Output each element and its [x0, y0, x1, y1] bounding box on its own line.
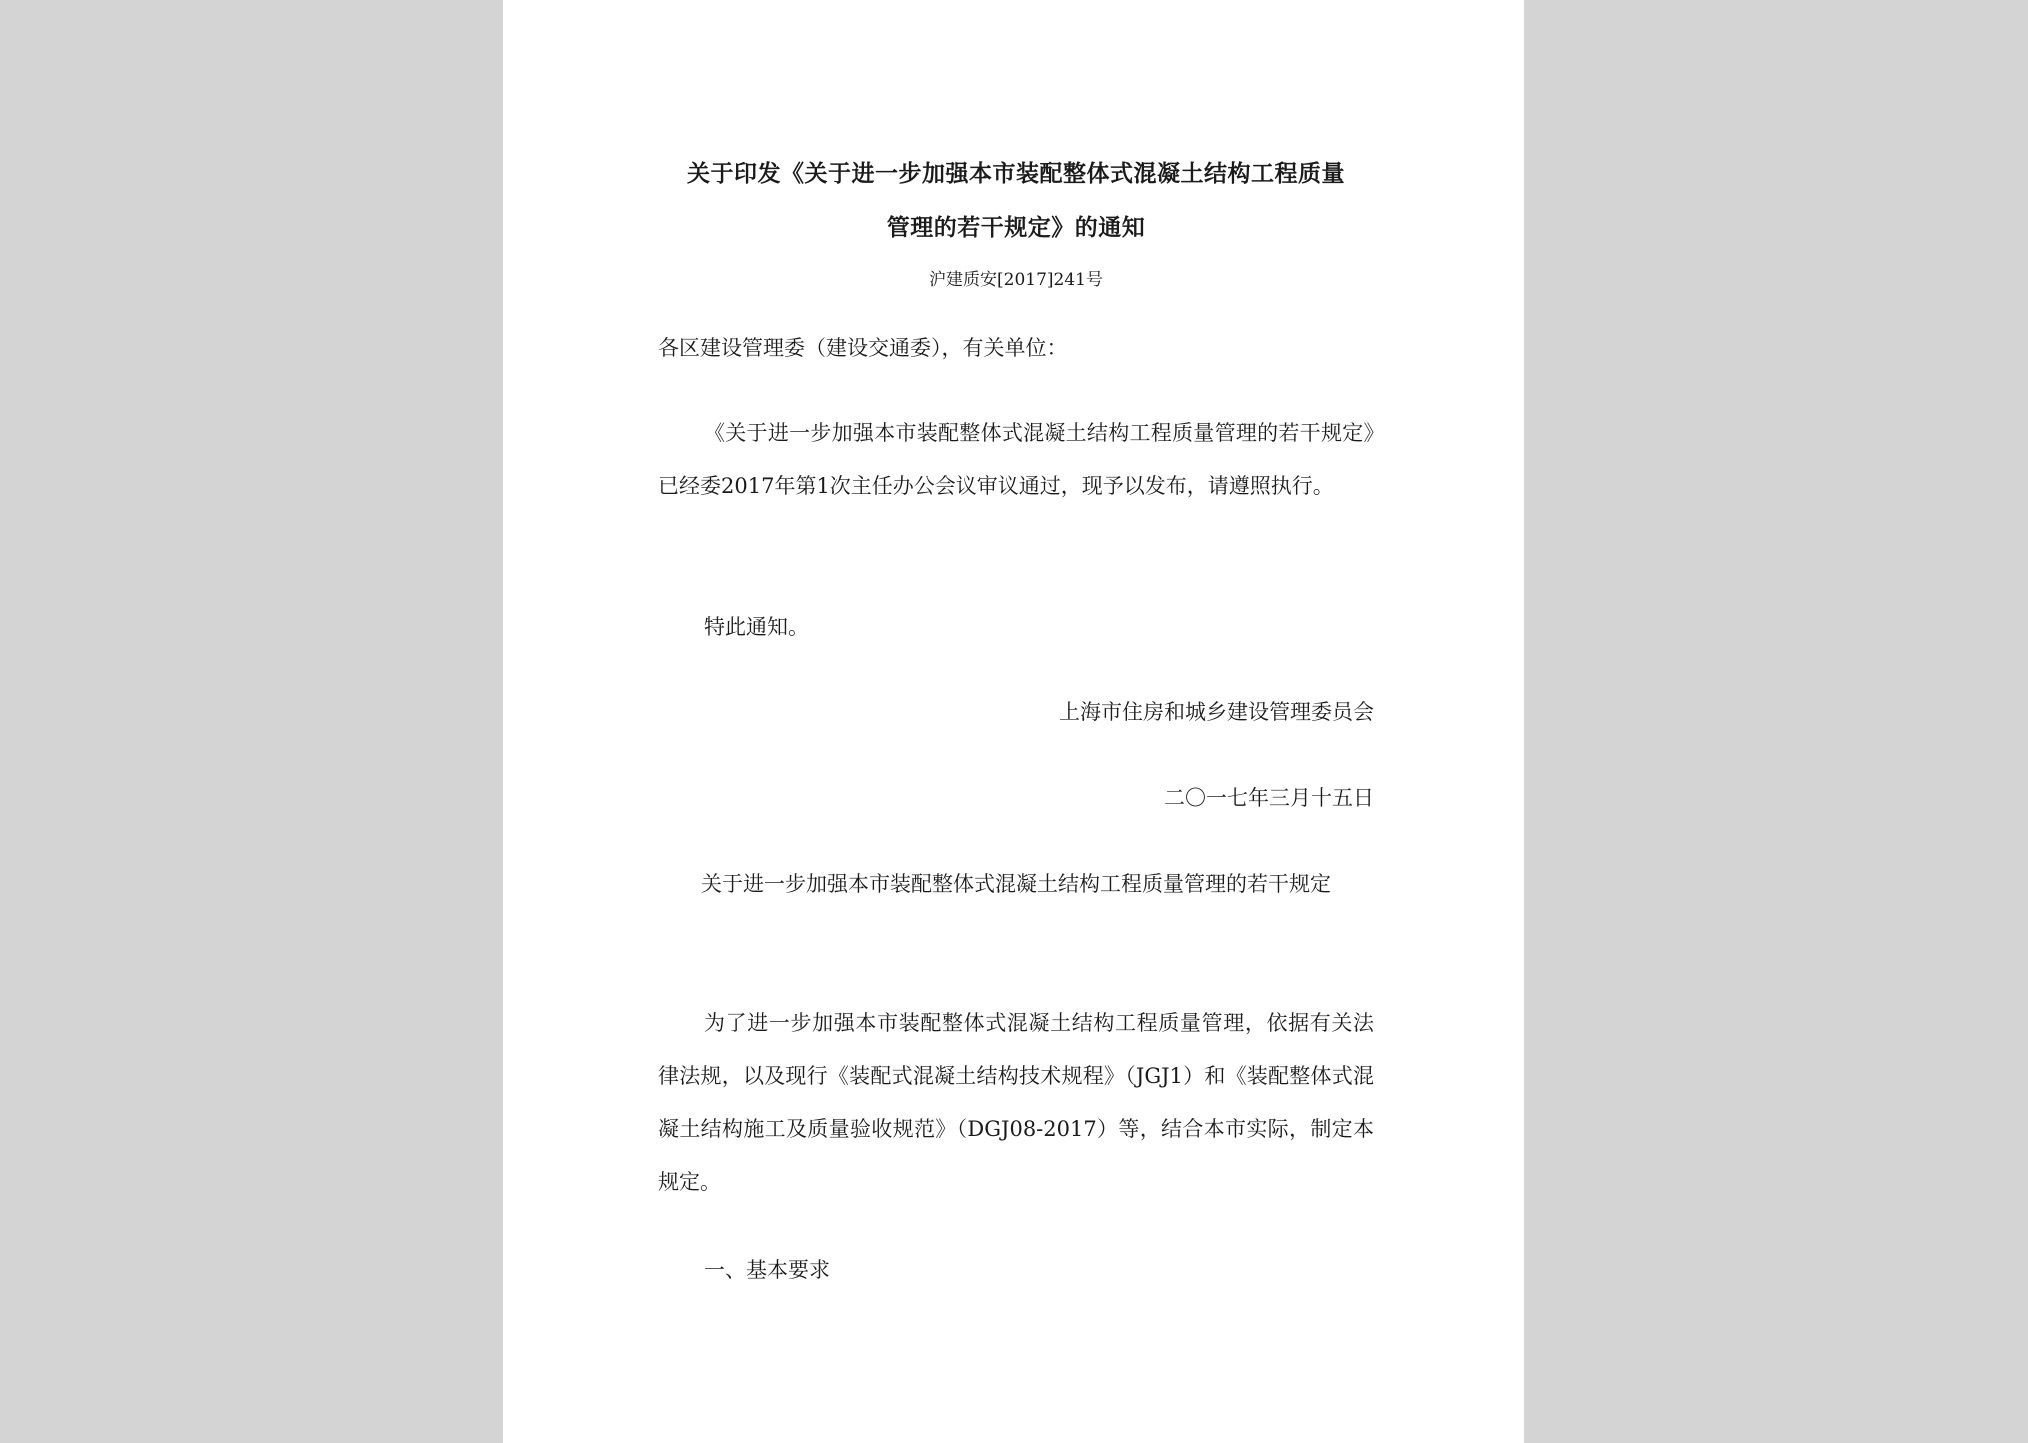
title-line-1: 关于印发《关于进一步加强本市装配整体式混凝土结构工程质量 [687, 161, 1345, 187]
issuer: 上海市住房和城乡建设管理委员会 [1059, 700, 1374, 724]
section-heading: 一、基本要求 [704, 1258, 830, 1282]
document-page [503, 0, 1524, 1443]
title-line-2: 管理的若干规定》的通知 [886, 215, 1146, 241]
document-number: 沪建质安[2017]241号 [929, 270, 1103, 290]
regulation-title: 关于进一步加强本市装配整体式混凝土结构工程质量管理的若干规定 [701, 872, 1331, 896]
closing-text: 特此通知。 [704, 615, 809, 639]
issue-date: 二〇一七年三月十五日 [1164, 786, 1374, 810]
intro-paragraph: 为了进一步加强本市装配整体式混凝土结构工程质量管理，依据有关法律法规，以及现行《装配式混凝土结构技术规程》（JGJ1）和《装配整体式混凝土结构施工及质量验收规范》（DGJ08-2017）等，结合本市实际，制定本规定。 [658, 1011, 1374, 1194]
document-title [658, 147, 1374, 255]
addressee: 各区建设管理委（建设交通委），有关单位： [658, 336, 1068, 360]
body-paragraph: 《关于进一步加强本市装配整体式混凝土结构工程质量管理的若干规定》已经委2017年第1次主任办公会议审议通过，现予以发布，请遵照执行。 [658, 421, 1374, 498]
